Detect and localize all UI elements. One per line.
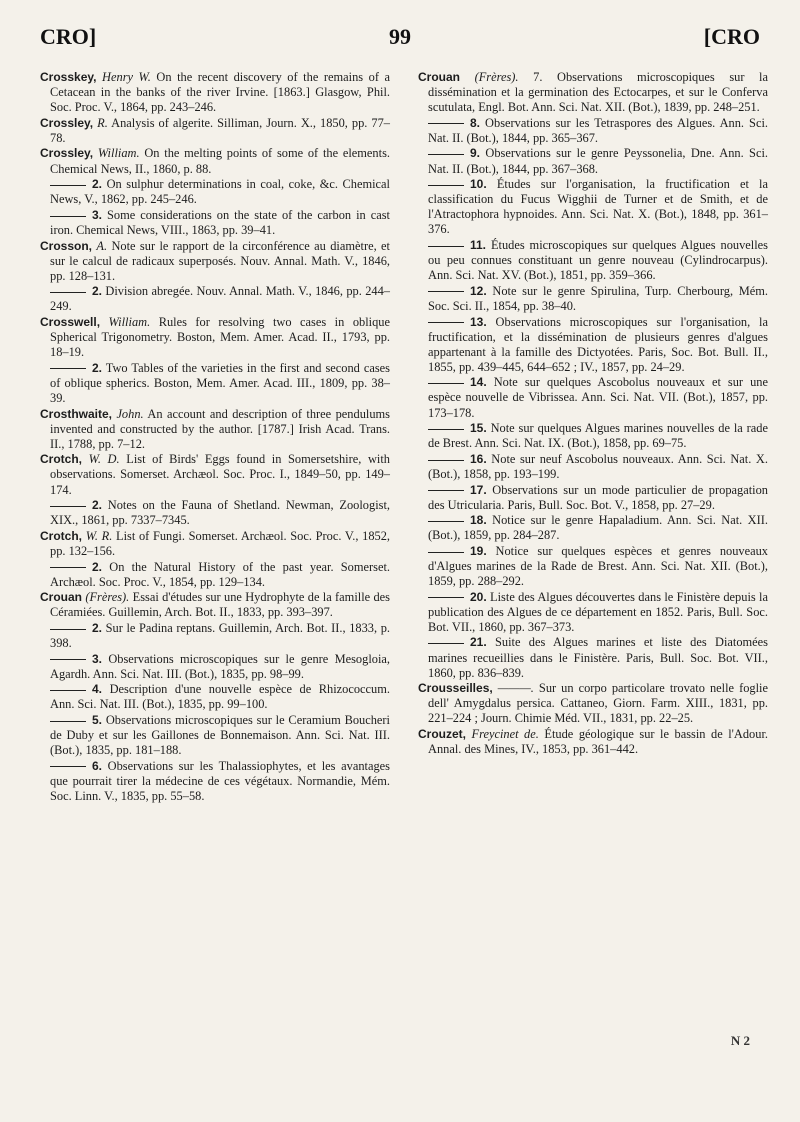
ditto-dash (428, 460, 464, 461)
entry-number: 2. (92, 559, 103, 574)
bibliography-entry (418, 116, 768, 146)
entry-citation: List of Birds' Eggs found in Somersetshire, with observations. Somerset. Archæol. Soc. Proc. I., 1849–50, pp. 149–174. (50, 452, 390, 497)
entry-number: 11. (470, 238, 487, 253)
entry-author: Crousseilles, (418, 681, 493, 696)
bibliography-entry (40, 498, 390, 528)
bibliography-entry (40, 315, 390, 360)
bibliography-entry (418, 70, 768, 115)
entry-citation: Suite des Algues marines et liste des Diatomées marines recueillies dans le Finistère. Paris, Bull. Soc. Bot. VII., 1860, pp. 836–839. (428, 635, 768, 680)
entry-given-name: (Frères). (85, 590, 130, 605)
entry-author: Crouan (418, 70, 460, 84)
bibliography-entry (40, 146, 390, 176)
entry-number: 12. (470, 283, 487, 298)
entry-author: Crosskey, (40, 70, 97, 84)
ditto-dash (428, 552, 464, 553)
ditto-dash (428, 521, 464, 522)
ditto-dash (50, 690, 86, 691)
entry-citation: Études sur l'organisation, la fructification et la classification du Fucus Wigghii de Turner et de Smith, et de l'Atractophora hypnoides. Ann. Sci. Nat. X. (Bot.), 1848, pp. 361–376. (428, 177, 768, 237)
bibliography-entry (418, 513, 768, 543)
entry-number: 17. (470, 482, 487, 497)
entry-citation: Observations microscopiques sur l'organisation, la fructification, et la dissémination de plusieurs genres d'algues appartenant à la famille des Dictyotées. Paris, Soc. Bot. Bull. II., 1855, pp. 439–445, 644–652 ; IV., 1857, pp. 24–29. (428, 314, 768, 374)
bibliography-entry (40, 590, 390, 620)
entry-number: 15. (470, 421, 487, 436)
ditto-dash (428, 154, 464, 155)
entry-author: Crouzet, (418, 727, 466, 742)
entry-number: 2. (92, 177, 103, 192)
entry-citation: Études microscopiques sur quelques Algues nouvelles ou peu connues constituant un genre nouveau (Cylindrocarpus). Ann. Sci. Nat. XV. (Bot.), 1851, pp. 359–366. (428, 238, 768, 283)
left-column (40, 70, 390, 805)
entry-number: 2. (92, 284, 103, 299)
entry-given-name: ———. (497, 681, 534, 696)
bibliography-entry (418, 544, 768, 589)
entry-citation: Note sur quelques Ascobolus nouveaux et sur une espèce nouvelle de Vibrissea. Ann. Sci. Nat. VII. (Bot.), 1857, pp. 173–178. (428, 375, 768, 420)
entry-number: 13. (470, 314, 487, 329)
entry-number: 18. (470, 513, 487, 528)
bibliography-entry (40, 452, 390, 497)
entry-given-name: William. (108, 315, 151, 329)
entry-citation: Observations microscopiques sur le genre Mesogloia, Agardh. Ann. Sci. Nat. III. (Bot.), 1835, pp. 98–99. (50, 651, 390, 681)
entry-citation: Note sur le rapport de la circonférence au diamètre, et sur le calcul de radicaux superposés. Nouv. Annal. Math. V., 1846, pp. 128–131. (50, 238, 390, 283)
header-left-range: CRO] (40, 24, 97, 49)
entry-citation: Note sur neuf Ascobolus nouveaux. Ann. Sci. Nat. X. (Bot.), 1858, pp. 193–199. (428, 451, 768, 481)
bibliography-entry (40, 239, 390, 284)
entry-author: Crosson, (40, 238, 93, 253)
ditto-dash (428, 123, 464, 124)
entry-author: Crossley, (40, 146, 94, 161)
entry-number: 14. (470, 375, 487, 390)
entry-author: Crosswell, (40, 315, 101, 329)
ditto-dash (50, 721, 86, 722)
entry-citation: Liste des Algues découvertes dans le Finistère depuis la publication des Algues de ce département en 1852. Paris, Bull. Soc. Bot. VII., 1860, pp. 367–373. (428, 589, 768, 634)
entry-author: Crossley, (40, 115, 94, 130)
entry-citation: Division abregée. Nouv. Annal. Math. V., 1846, pp. 244–249. (50, 284, 390, 314)
entry-given-name: R. (97, 115, 108, 130)
entry-author: Crotch, (40, 528, 82, 543)
ditto-dash (428, 185, 464, 186)
entry-given-name: W. R. (85, 528, 113, 543)
entry-citation: Observations sur les Tetraspores des Algues. Ann. Sci. Nat. II. (Bot.), 1844, pp. 365–367. (428, 115, 768, 145)
page-header (40, 24, 760, 54)
bibliography-entry (418, 238, 768, 283)
entry-citation: Observations sur un mode particulier de propagation des Utricularia. Paris, Bull. Soc. Bot. V., 1858, pp. 27–29. (428, 482, 768, 512)
entry-citation: Some considerations on the state of the carbon in cast iron. Chemical News, VIII., 1863, pp. 39–41. (50, 207, 390, 237)
entry-citation: Observations sur les Thalassiophytes, et les avantages que pourrait tirer la médecine de ces végétaux. Normandie, Mém. Soc. Linn. V., 1835, pp. 55–58. (50, 758, 390, 803)
bibliography-entry (418, 146, 768, 176)
entry-number: 3. (92, 207, 103, 222)
entry-author: Crotch, (40, 452, 82, 467)
entry-citation: Note sur le genre Spirulina, Turp. Cherbourg, Mém. Soc. Sci. II., 1854, pp. 38–40. (428, 283, 768, 313)
bibliography-entry (40, 177, 390, 207)
entry-citation: Note sur quelques Algues marines nouvelles de la rade de Brest. Ann. Sci. Nat. IX. (Bot.), 1858, pp. 69–75. (428, 421, 768, 451)
bibliography-entry (40, 652, 390, 682)
entry-citation: Notice sur quelques espèces et genres nouveaux d'Algues marines de la Rade de Brest. Ann. Sci. Nat. XII. (Bot.), 1859, pp. 288–292. (428, 543, 768, 589)
entry-given-name: Freycinet de. (471, 727, 539, 742)
bibliography-entry (40, 361, 390, 406)
ditto-dash (50, 766, 86, 767)
entry-given-name: Henry W. (102, 70, 151, 84)
entry-citation: Sur un corpo particolare trovato nelle foglie dell' Amygdalus persica. Cattaneo, Giorn. Farm. XIII., 1831, pp. 221–224 ; Journ. Chimie Méd. VII., 1831, pp. 22–25. (428, 681, 768, 726)
bibliography-entry (418, 590, 768, 635)
ditto-dash (428, 429, 464, 430)
entry-number: 10. (470, 177, 487, 192)
bibliography-entry (418, 177, 768, 237)
entry-number: 9. (470, 146, 481, 161)
entry-given-name: A. (96, 238, 108, 253)
entry-number: 20. (470, 589, 487, 604)
ditto-dash (428, 597, 464, 598)
bibliography-entry (418, 284, 768, 314)
entry-number: 5. (92, 712, 103, 727)
entry-citation: On the melting points of some of the elements. Chemical News, II., 1860, p. 88. (50, 146, 390, 176)
entry-citation: On the recent discovery of the remains of a Cetacean in the banks of the river Irvine. [1863.] Glasgow, Phil. Soc. Proc. V., 1864, pp. 243–246. (50, 70, 391, 115)
bibliography-entry (418, 635, 768, 680)
entry-citation: List of Fungi. Somerset. Archæol. Soc. Proc. V., 1852, pp. 132–156. (50, 528, 390, 558)
ditto-dash (428, 291, 464, 292)
entry-citation: On sulphur determinations in coal, coke, &c. Chemical News, V., 1862, pp. 245–246. (50, 177, 390, 207)
entry-number: 4. (92, 682, 103, 697)
ditto-dash (50, 506, 86, 507)
entry-number: 2. (92, 620, 103, 635)
ditto-dash (50, 216, 86, 217)
bibliography-entry (418, 315, 768, 375)
bibliography-entry (40, 621, 390, 651)
bibliography-entry (418, 727, 768, 757)
entry-number: 8. (470, 115, 481, 130)
signature-mark: N 2 (730, 1033, 750, 1048)
bibliography-entry (40, 682, 390, 712)
bibliography-entry (418, 421, 768, 451)
entry-citation: Analysis of algerite. Silliman, Journ. X., 1850, pp. 77–78. (50, 115, 390, 145)
entry-citation: 7. Observations microscopiques sur la dissémination et la germination des Ectocarpes, et sur le Conferva scutulata, Engl. Bot. Ann. Sci. Nat. XII. (Bot.), 1839, pp. 248–251. (428, 70, 768, 115)
ditto-dash (50, 292, 86, 293)
bibliography-entry (40, 116, 390, 146)
entry-citation: Étude géologique sur le bassin de l'Adour. Annal. des Mines, IV., 1853, pp. 361–442. (428, 727, 768, 757)
ditto-dash (428, 322, 464, 323)
bibliography-entry (418, 681, 768, 726)
ditto-dash (428, 246, 464, 247)
bibliography-entry (40, 759, 390, 804)
bibliography-entry (418, 483, 768, 513)
entry-citation: Essai d'études sur une Hydrophyte de la famille des Céramiées. Guillemin, Arch. Bot. II., 1833, pp. 393–397. (50, 590, 390, 620)
entry-number: 2. (92, 360, 103, 375)
entry-number: 21. (470, 635, 487, 650)
entry-number: 16. (470, 451, 487, 466)
bibliography-entry (40, 407, 390, 452)
entry-citation: Notes on the Fauna of Shetland. Newman, Zoologist, XIX., 1861, pp. 7337–7345. (50, 498, 390, 528)
ditto-dash (50, 185, 86, 186)
entry-author: Crosthwaite, (40, 406, 113, 421)
header-right-range: [CRO (703, 24, 760, 49)
entry-number: 6. (92, 758, 103, 773)
entry-citation: Rules for resolving two cases in oblique Spherical Trigonometry. Boston, Mem. Amer. Acad. II., 1793, pp. 18–19. (50, 315, 390, 360)
ditto-dash (428, 490, 464, 491)
entry-citation: Observations sur le genre Peyssonelia, Dne. Ann. Sci. Nat. II. (Bot.), 1844, pp. 367–368. (428, 146, 768, 176)
entry-citation: Description d'une nouvelle espèce de Rhizococcum. Ann. Sci. Nat. III. (Bot.), 1835, pp. 99–100. (50, 682, 390, 712)
entry-citation: Observations microscopiques sur le Ceramium Boucheri de Duby et sur les Gaillones de Bonnemaison. Ann. Sci. Nat. III. (Bot.), 1835, pp. 181–188. (50, 712, 390, 758)
entry-citation: Two Tables of the varieties in the first and second cases of oblique spherics. Boston, Mem. Amer. Acad. III., 1809, pp. 38–39. (50, 360, 390, 405)
bibliography-entry (40, 560, 390, 590)
ditto-dash (50, 629, 86, 630)
ditto-dash (428, 383, 464, 384)
ditto-dash (50, 368, 86, 369)
entry-given-name: John. (116, 406, 144, 421)
entry-citation: Notice sur le genre Hapaladium. Ann. Sci. Nat. XII. (Bot.), 1859, pp. 284–287. (428, 513, 768, 543)
entry-given-name: William. (97, 146, 140, 161)
bibliography-entry (40, 70, 390, 115)
entry-number: 19. (470, 543, 487, 558)
entry-citation: On the Natural History of the past year. Somerset. Archæol. Soc. Proc. V., 1854, pp. 129–134. (50, 559, 390, 589)
bibliography-entry (40, 208, 390, 238)
bibliography-entry (40, 529, 390, 559)
bibliography-entry (418, 452, 768, 482)
entry-citation: An account and description of three pendulums invented and constructed by the author. [1787.] Irish Acad. Trans. II., 1788, pp. 7–12. (50, 406, 390, 451)
entry-given-name: W. D. (88, 452, 120, 467)
right-column (418, 70, 768, 758)
entry-author: Crouan (40, 590, 82, 605)
entry-number: 3. (92, 651, 103, 666)
ditto-dash (50, 567, 86, 568)
bibliography-entry (418, 375, 768, 420)
entry-given-name: (Frères). (474, 70, 519, 84)
entry-citation: Sur le Padina reptans. Guillemin, Arch. Bot. II., 1833, p. 398. (50, 620, 390, 650)
bibliography-entry (40, 713, 390, 758)
ditto-dash (50, 659, 86, 660)
page-number: 99 (389, 24, 411, 49)
bibliography-entry (40, 284, 390, 314)
ditto-dash (428, 643, 464, 644)
entry-number: 2. (92, 498, 103, 513)
